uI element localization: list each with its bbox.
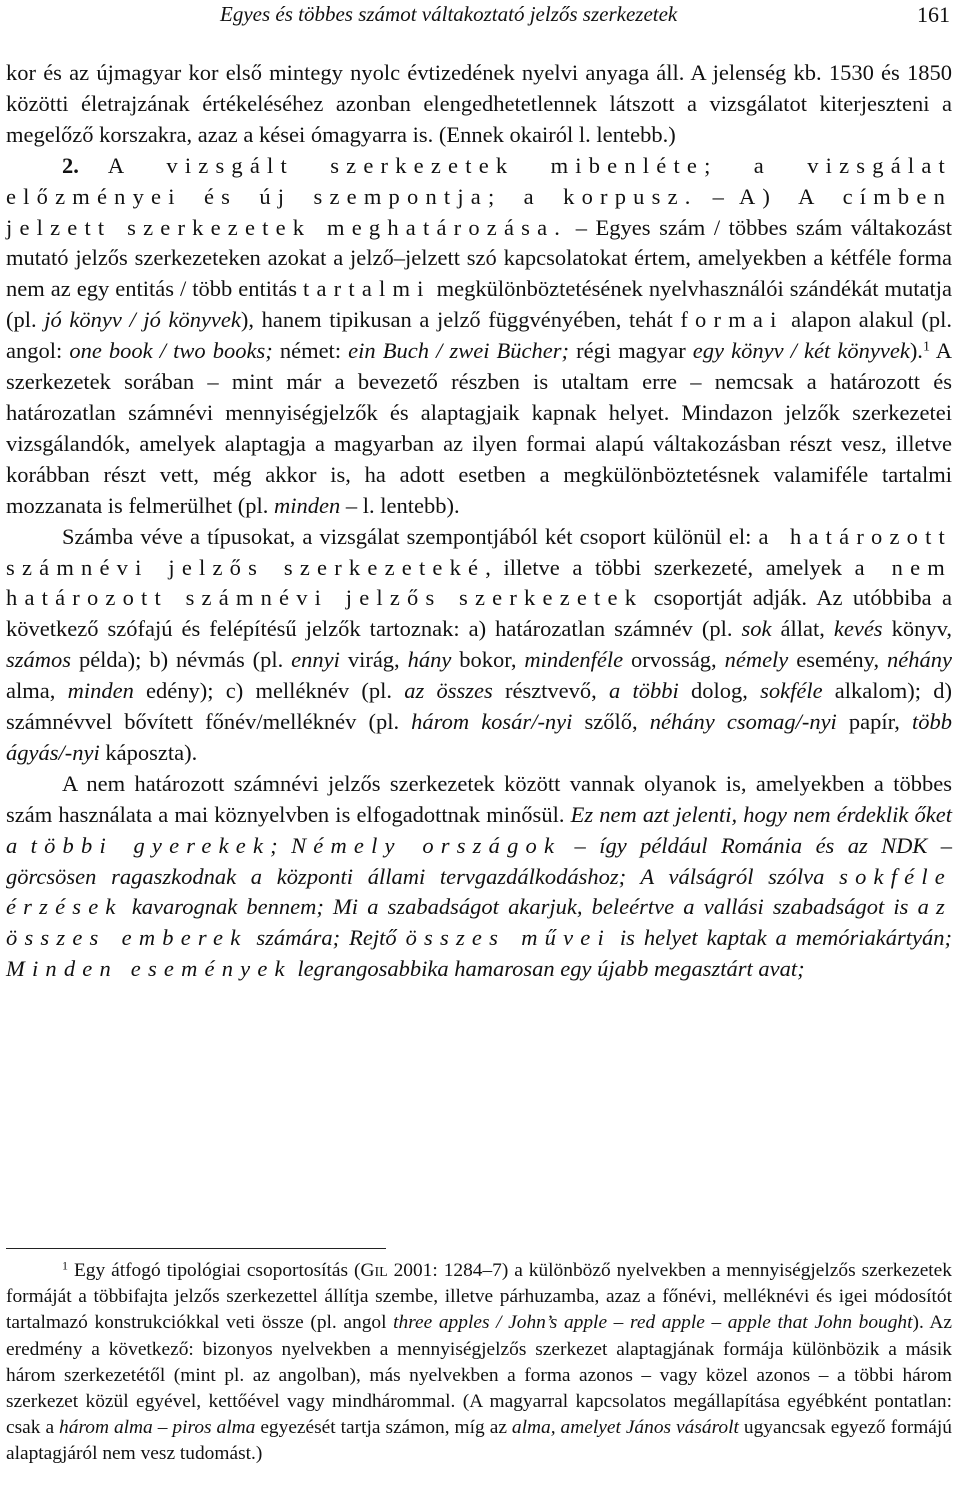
spaced-word: formai (680, 307, 784, 333)
text-run: Számba véve a típusokat, a vizsgálat szempontjából két csoport különül el: (62, 523, 759, 549)
text-run: szőlő, (572, 709, 650, 735)
body-text (6, 58, 952, 985)
example: három kosár/-nyi (411, 709, 573, 735)
author-name: Gil (360, 1260, 388, 1281)
text-run: ). Az eredmény a következő: bizonyos nyelvekben a mennyiségjelzős szerkezet alaptagjának formája különbözik a másik három szerkezetétől (mint pl. az angolban), más nyelvekben a forma azonos – vagy közel azonos – a többi három szerkezet közül egyével, kettőével vagy mindhárommal. (A magyarral kapcsolatos megállapítása egyébként pontatlan: csak a (6, 1312, 952, 1439)
text-run: káposzta). (99, 739, 198, 765)
example: egy könyv / két könyvek (692, 338, 910, 364)
example: ennyi (291, 647, 340, 673)
example: kevés (833, 616, 883, 642)
example: számára; Rejtő (247, 925, 406, 951)
text-run: – (697, 183, 739, 209)
example: legrangosabbika hamarosan egy újabb megasztárt avat; (291, 956, 805, 982)
text-run: régi magyar (569, 338, 693, 364)
text-run: könyv, (882, 616, 952, 642)
example: hány (407, 647, 452, 673)
text-run: A szerkezetek sorában – mint már a bevezető részben is utaltam erre – nemcsak a határozott és határozatlan számnévi mennyiségjelzők és alaptagjaik kapnak helyet. Mindazon jelzők szerkezetei vizsgálandók, amelyek alaptagja a magyarban az ilyen formai alapú váltakozásban részt vesz, illetve korábban részt vett, még akkor is, ha adott esetben a megkülönböztetésnek valamiféle tartalmi mozzanata is felmerülhet (pl. (6, 338, 953, 518)
spaced-example: többi gyerekek (30, 832, 271, 858)
text-run: , illetve a többi szerkezeté, amelyek (485, 554, 855, 580)
text-run: esemény, (788, 647, 888, 673)
section-heading: A vizsgált szerkezetek mibenléte; a vizsgálat előzményei és új szempontja; a korpusz. (6, 152, 952, 209)
example: ein Buch / zwei Bücher; (348, 338, 570, 364)
text-run: dolog, (678, 678, 761, 704)
footnotes (6, 1258, 952, 1468)
text-run: megkülönböztetésének nyelvhasználói szándékát mutatja (pl. (6, 276, 952, 333)
example: az összes (404, 678, 493, 704)
text-run: – l. lentebb). (340, 492, 460, 518)
text-run: papír, (836, 709, 912, 735)
text-run: – Egyes szám / többes szám váltakozást mutató jelzős szerkezeteken azokat a jelző–jelzett szó kapcsolatokat értem, amelyekben a kétféle forma nem az egy entitás / több entitás (6, 214, 952, 302)
text-run: ), hanem tipikusan a jelző függvényében, tehát (240, 307, 681, 333)
text-run: 2001: 1284–7) a különböző nyelvekben a mennyiségjelzős szerkezetek formáját a többifajta jelzős szerkezettel állítja szembe, illetve párhuzamba, azaz a főnévi, melléknévi és igei módosítót tartalmazó konstrukciókkal veti össze (pl. angol (6, 1260, 952, 1334)
footnote-1 (6, 1258, 952, 1468)
spaced-example: összes művei (405, 925, 611, 951)
example: ; (270, 832, 292, 858)
text-run: egyezését tartja számon, míg az (255, 1417, 512, 1439)
running-title: Egyes és többes számot váltakoztató jelzős szerkezetek (220, 2, 678, 26)
text-run: csoportját adják. Az utóbbiba a következő szófajú és felépítésű jelzők tartoznak: a) határozatlan számnév (pl. (6, 585, 952, 642)
spaced-example: sokféle érzések (6, 863, 952, 920)
example: minden (67, 678, 134, 704)
running-header (0, 0, 960, 30)
spaced-example: az összes emberek (6, 894, 952, 951)
example: a többi (609, 678, 679, 704)
example: néhány csomag/-nyi (649, 709, 837, 735)
spaced-term: a nem határozott számnévi jelzős szerkezetek (6, 554, 952, 611)
paragraph-1: kor és az újmagyar kor első mintegy nyolc évtizedének nyelvi anyaga áll. A jelenség kb. 1530 és 1850 közötti életrajzának értékeléséhez azonban elengedhetetlennek látszott a vizsgálatot kiterjeszteni a megelőző korszakra, azaz a kései ómagyarra is. (Ennek okairól l. lentebb.) (6, 60, 952, 147)
paragraph-3 (6, 522, 952, 769)
example: – így például Románia és az NDK – görcsösen ragaszkodnak a központi állami tervgazdálkodáshoz; A válságról szólva (6, 832, 952, 889)
example: one book / two books; (69, 338, 273, 364)
example: three apples / John’s apple – red apple – apple that John bought (393, 1312, 913, 1334)
text-run: orvosság, (623, 647, 725, 673)
footnote-divider (6, 1248, 386, 1249)
footnote-number: 1 (62, 1258, 69, 1273)
example: sok (741, 616, 772, 642)
text-run: A nem határozott számnévi jelzős szerkezetek között vannak olyanok is, amelyekben a többes szám használata a mai köznyelvben is elfogadottnak minősül. (6, 770, 952, 827)
text-run: alkalom); d) számnévvel bővített főnév/melléknév (pl. (6, 678, 952, 735)
section-number: 2. (62, 152, 79, 178)
example: némely (724, 647, 789, 673)
text-run: virág, (339, 647, 408, 673)
text-run: edény); c) melléknév (pl. (133, 678, 405, 704)
example: számos (6, 647, 72, 673)
text-run: résztvevő, (492, 678, 610, 704)
text-run: állat, (771, 616, 834, 642)
example: kavarognak bennem; Mi a szabadságot akarjuk, beleértve a vallási szabadságot is (122, 894, 918, 920)
example: mindenféle (524, 647, 624, 673)
example: több ágyás/-nyi (6, 709, 953, 765)
text-run: példa); b) névmás (pl. (71, 647, 292, 673)
page-number: 161 (917, 2, 950, 27)
text-run: alapon alakul (pl. angol: (6, 307, 952, 364)
text-run: bokor, (451, 647, 525, 673)
paragraph-2 (6, 151, 952, 522)
text-run: ugyancsak egyező formájú alaptagjáról nem vesz tudomást.) (6, 1417, 952, 1465)
footnote-reference[interactable]: 1 (922, 339, 930, 355)
text-run: Egy átfogó tipológiai csoportosítás ( (68, 1260, 361, 1281)
spaced-example: Némely országok (291, 832, 562, 858)
example: Ez nem azt jelenti, hogy nem érdeklik őket a (6, 801, 952, 858)
example: is helyet kaptak a memóriakártyán; (610, 925, 952, 951)
paragraph-4 (6, 769, 952, 985)
subsection-heading: A) A címben jelzett szerkezetek meghatározása. (6, 183, 953, 240)
example: sokféle (760, 678, 823, 704)
spaced-example: Minden események (6, 956, 292, 982)
example: jó könyv / jó könyvek (44, 307, 241, 333)
example: minden (274, 492, 341, 518)
spaced-word: tartalmi (303, 276, 431, 302)
text-run: német: (272, 338, 349, 364)
text-run: alma, (6, 678, 68, 704)
example: három alma – piros alma (59, 1417, 256, 1439)
example: alma, amelyet János vásárolt (511, 1417, 739, 1439)
spaced-term: a határozott számnévi jelzős szerkezeteké (6, 523, 953, 580)
text-run: ). (909, 338, 923, 364)
example: néhány (887, 647, 952, 673)
